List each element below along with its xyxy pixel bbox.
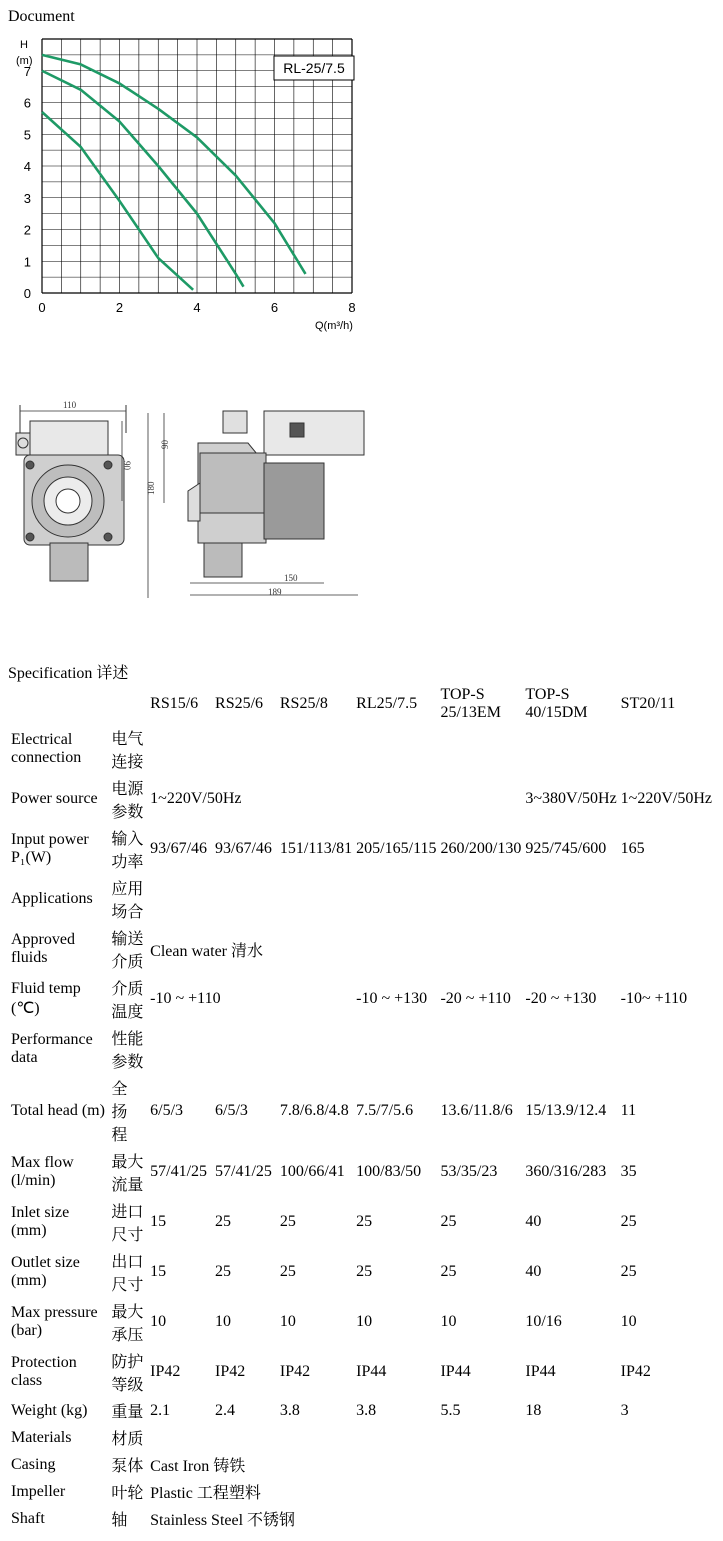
max-flow-cell: 100/66/41 <box>279 1163 345 1180</box>
header-blank-cn <box>110 685 147 723</box>
dim-width-150: 150 <box>284 573 298 583</box>
section-applications <box>10 875 713 923</box>
spec-title-en: Specification <box>8 665 93 682</box>
curve-line-3 <box>42 112 193 290</box>
casing-en: Casing <box>11 1455 56 1473</box>
section-applications-en: Applications <box>11 890 93 907</box>
x-tick-label: 6 <box>270 300 279 315</box>
fluid-temp-cn: 介质温度 <box>111 981 144 1021</box>
model-top-s-25-13em: TOP-S 25/13EM <box>440 686 501 721</box>
protection-cell: IP42 <box>150 1363 181 1380</box>
casing-value: Cast Iron 铸铁 <box>150 1458 246 1475</box>
side-view <box>146 411 364 598</box>
section-materials-cn: 材质 <box>111 1431 144 1448</box>
row-fluids <box>10 925 713 973</box>
section-electrical-cn: 电气连接 <box>111 731 144 771</box>
y-tick-label: 7 <box>23 63 31 79</box>
weight-cell: 5.5 <box>440 1401 461 1419</box>
row-outlet <box>10 1248 713 1296</box>
power-source-v2: 3~380V/50Hz <box>525 790 617 807</box>
impeller-value: Plastic 工程塑料 <box>150 1485 261 1502</box>
pressure-cell: 10 <box>620 1313 637 1330</box>
shaft-cn: 轴 <box>111 1512 128 1529</box>
fluids-cn: 输送介质 <box>111 931 144 971</box>
y-tick-label: 2 <box>23 222 31 238</box>
weight-cell: 3.8 <box>279 1401 300 1419</box>
pressure-cell: 10 <box>356 1313 373 1330</box>
protection-cell: IP44 <box>525 1363 556 1380</box>
dim-width-110: 110 <box>63 400 77 410</box>
pressure-cell: 10 <box>150 1313 167 1330</box>
front-view <box>16 400 132 581</box>
row-shaft <box>10 1506 713 1531</box>
pump-dimension-drawing <box>8 343 715 660</box>
fluid-temp-v2: -10 ~ +130 <box>356 990 428 1007</box>
section-performance-cn: 性能参数 <box>111 1031 144 1071</box>
max-flow-cell: 57/41/25 <box>150 1163 208 1180</box>
outlet-cell: 25 <box>356 1263 373 1280</box>
row-input-power <box>10 825 713 873</box>
model-rl25-7-5: RL25/7.5 <box>356 695 418 712</box>
inlet-cell: 40 <box>525 1213 542 1230</box>
fluids-value: Clean water 清水 <box>150 942 264 960</box>
x-tick-label: 4 <box>193 300 201 315</box>
page <box>8 26 715 1533</box>
y-axis-unit: (m) <box>16 55 33 67</box>
chart-title: RL-25/7.5 <box>283 60 345 76</box>
protection-cell: IP44 <box>356 1363 387 1380</box>
power-source-v3: 1~220V/50Hz <box>620 790 712 807</box>
inlet-cell: 25 <box>356 1213 373 1230</box>
y-tick-label: 3 <box>23 190 31 206</box>
outlet-cn: 出口尺寸 <box>111 1254 144 1294</box>
protection-cell: IP42 <box>279 1363 311 1380</box>
shaft-value: Stainless Steel 不锈钢 <box>150 1512 296 1529</box>
fluid-temp-v1: -10 ~ +110 <box>150 990 221 1007</box>
section-materials-en: Materials <box>11 1428 72 1446</box>
total-head-cn: 全 扬 程 <box>111 1081 128 1144</box>
protection-cn: 防护等级 <box>111 1354 144 1394</box>
input-power-cell: 205/165/115 <box>356 840 437 857</box>
row-weight <box>10 1398 713 1423</box>
pressure-cn: 最大承压 <box>111 1304 144 1344</box>
x-tick-label: 0 <box>38 300 46 315</box>
x-axis-label: Q(m³/h) <box>315 320 353 332</box>
x-tick-label: 8 <box>348 300 356 315</box>
section-electrical <box>10 725 713 773</box>
row-power-source <box>10 775 713 823</box>
dim-height-90: 90 <box>122 461 132 470</box>
y-tick-label: 6 <box>23 95 31 111</box>
y-tick-label: 1 <box>23 254 31 270</box>
max-flow-cn: 最大流量 <box>111 1154 144 1194</box>
dim-height-90-right: 90 <box>160 440 170 449</box>
dim-height-180: 180 <box>146 481 156 495</box>
section-materials-blank <box>149 1425 713 1450</box>
inlet-cell: 25 <box>279 1213 296 1230</box>
protection-cell: IP42 <box>620 1363 651 1380</box>
input-power-cell: 260/200/130 <box>440 840 522 857</box>
weight-cell: 18 <box>525 1401 542 1419</box>
section-performance-en: Performance data <box>11 1031 93 1066</box>
model-header-row <box>10 685 713 723</box>
outlet-cell: 25 <box>215 1263 232 1280</box>
pressure-cell: 10 <box>279 1313 296 1330</box>
pressure-cell: 10 <box>215 1313 232 1330</box>
row-max-flow <box>10 1148 713 1196</box>
max-flow-en: Max flow (l/min) <box>11 1154 74 1189</box>
total-head-cell: 7.8/6.8/4.8 <box>279 1101 349 1119</box>
pressure-cell: 10 <box>440 1313 457 1330</box>
total-head-cell: 11 <box>620 1101 637 1119</box>
curve-line-1 <box>42 55 306 274</box>
x-tick-label: 2 <box>115 300 124 315</box>
total-head-cell: 13.6/11.8/6 <box>440 1101 513 1119</box>
chart-svg <box>8 26 368 338</box>
shaft-en: Shaft <box>11 1509 45 1527</box>
y-tick-label: 5 <box>23 127 31 143</box>
protection-cell: IP44 <box>440 1363 471 1380</box>
model-st20-11: ST20/11 <box>620 695 676 712</box>
max-flow-cell: 57/41/25 <box>215 1163 272 1180</box>
weight-cell: 3 <box>620 1401 629 1419</box>
max-flow-cell: 35 <box>620 1163 637 1180</box>
outlet-cell: 25 <box>620 1263 637 1280</box>
pressure-en: Max pressure (bar) <box>11 1304 98 1339</box>
outlet-en: Outlet size (mm) <box>11 1254 80 1289</box>
casing-cn: 泵体 <box>111 1458 144 1475</box>
impeller-en: Impeller <box>11 1482 66 1500</box>
total-head-cell: 7.5/7/5.6 <box>356 1101 414 1119</box>
spec-header <box>8 660 715 683</box>
model-rs15-6: RS15/6 <box>150 695 199 712</box>
pressure-cell: 10/16 <box>525 1313 562 1330</box>
row-impeller <box>10 1479 713 1504</box>
spec-table <box>8 683 715 1533</box>
row-inlet <box>10 1198 713 1246</box>
section-materials <box>10 1425 713 1450</box>
row-pressure <box>10 1298 713 1346</box>
model-rs25-6: RS25/6 <box>215 695 264 712</box>
total-head-cell: 15/13.9/12.4 <box>525 1101 607 1119</box>
section-applications-blank <box>149 875 713 923</box>
power-source-en: Power source <box>11 790 98 807</box>
power-source-v1: 1~220V/50Hz <box>150 790 242 807</box>
input-power-cell: 925/745/600 <box>525 840 607 857</box>
weight-cell: 2.1 <box>150 1401 171 1419</box>
fluid-temp-v4: -20 ~ +130 <box>525 990 597 1007</box>
protection-cell: IP42 <box>215 1363 246 1380</box>
total-head-cell: 6/5/3 <box>150 1101 184 1119</box>
outlet-cell: 15 <box>150 1263 167 1280</box>
model-top-s-40-15dm: TOP-S 40/15DM <box>525 686 588 721</box>
section-applications-cn: 应用场合 <box>111 881 144 921</box>
input-power-en: Input power P₁(W) <box>11 831 89 866</box>
row-casing <box>10 1452 713 1477</box>
fluid-temp-en: Fluid temp (℃) <box>11 980 81 1017</box>
y-tick-label: 0 <box>23 286 31 301</box>
row-protection <box>10 1348 713 1396</box>
total-head-cell: 6/5/3 <box>215 1101 248 1119</box>
weight-en: Weight (kg) <box>11 1401 88 1419</box>
outlet-cell: 40 <box>525 1263 542 1280</box>
outlet-cell: 25 <box>440 1263 457 1280</box>
impeller-cn: 叶轮 <box>111 1485 144 1502</box>
row-fluid-temp <box>10 975 713 1023</box>
max-flow-cell: 100/83/50 <box>356 1163 422 1180</box>
outlet-cell: 25 <box>279 1263 296 1280</box>
input-power-cell: 93/67/46 <box>150 840 208 857</box>
input-power-cn: 输入功率 <box>111 831 144 871</box>
section-electrical-en: Electrical connection <box>11 731 82 766</box>
header-blank <box>10 685 108 723</box>
fluid-temp-v5: -10~ +110 <box>620 990 688 1007</box>
inlet-cell: 15 <box>150 1213 167 1230</box>
input-power-cell: 93/67/46 <box>215 840 272 857</box>
spec-title-cn: 详述 <box>96 665 129 682</box>
total-head-en: Total head (m) <box>11 1101 105 1119</box>
max-flow-cell: 360/316/283 <box>525 1163 607 1180</box>
input-power-cell: 165 <box>620 840 645 857</box>
section-performance <box>10 1025 713 1073</box>
performance-chart <box>8 26 715 343</box>
weight-cell: 3.8 <box>356 1401 377 1419</box>
y-tick-label: 4 <box>23 159 31 174</box>
inlet-en: Inlet size (mm) <box>11 1204 70 1239</box>
inlet-cell: 25 <box>215 1213 232 1230</box>
curve-line-2 <box>42 71 244 287</box>
y-axis-label: H <box>20 39 28 51</box>
section-performance-blank <box>149 1025 713 1073</box>
fluids-en: Approved fluids <box>11 931 75 966</box>
fluid-temp-v3: -20 ~ +110 <box>440 990 511 1007</box>
model-rs25-8: RS25/8 <box>279 695 328 712</box>
input-power-cell: 151/113/81 <box>279 840 353 857</box>
weight-cn: 重量 <box>111 1404 144 1421</box>
weight-cell: 2.4 <box>215 1401 236 1419</box>
protection-en: Protection class <box>11 1354 77 1389</box>
drawing-svg <box>8 343 371 655</box>
inlet-cn: 进口尺寸 <box>111 1204 144 1244</box>
inlet-cell: 25 <box>440 1213 457 1230</box>
power-source-cn: 电源参数 <box>111 781 144 821</box>
max-flow-cell: 53/35/23 <box>440 1163 498 1180</box>
dim-width-189: 189 <box>268 587 282 597</box>
section-electrical-blank <box>149 725 713 773</box>
inlet-cell: 25 <box>620 1213 637 1230</box>
row-total-head <box>10 1075 713 1146</box>
